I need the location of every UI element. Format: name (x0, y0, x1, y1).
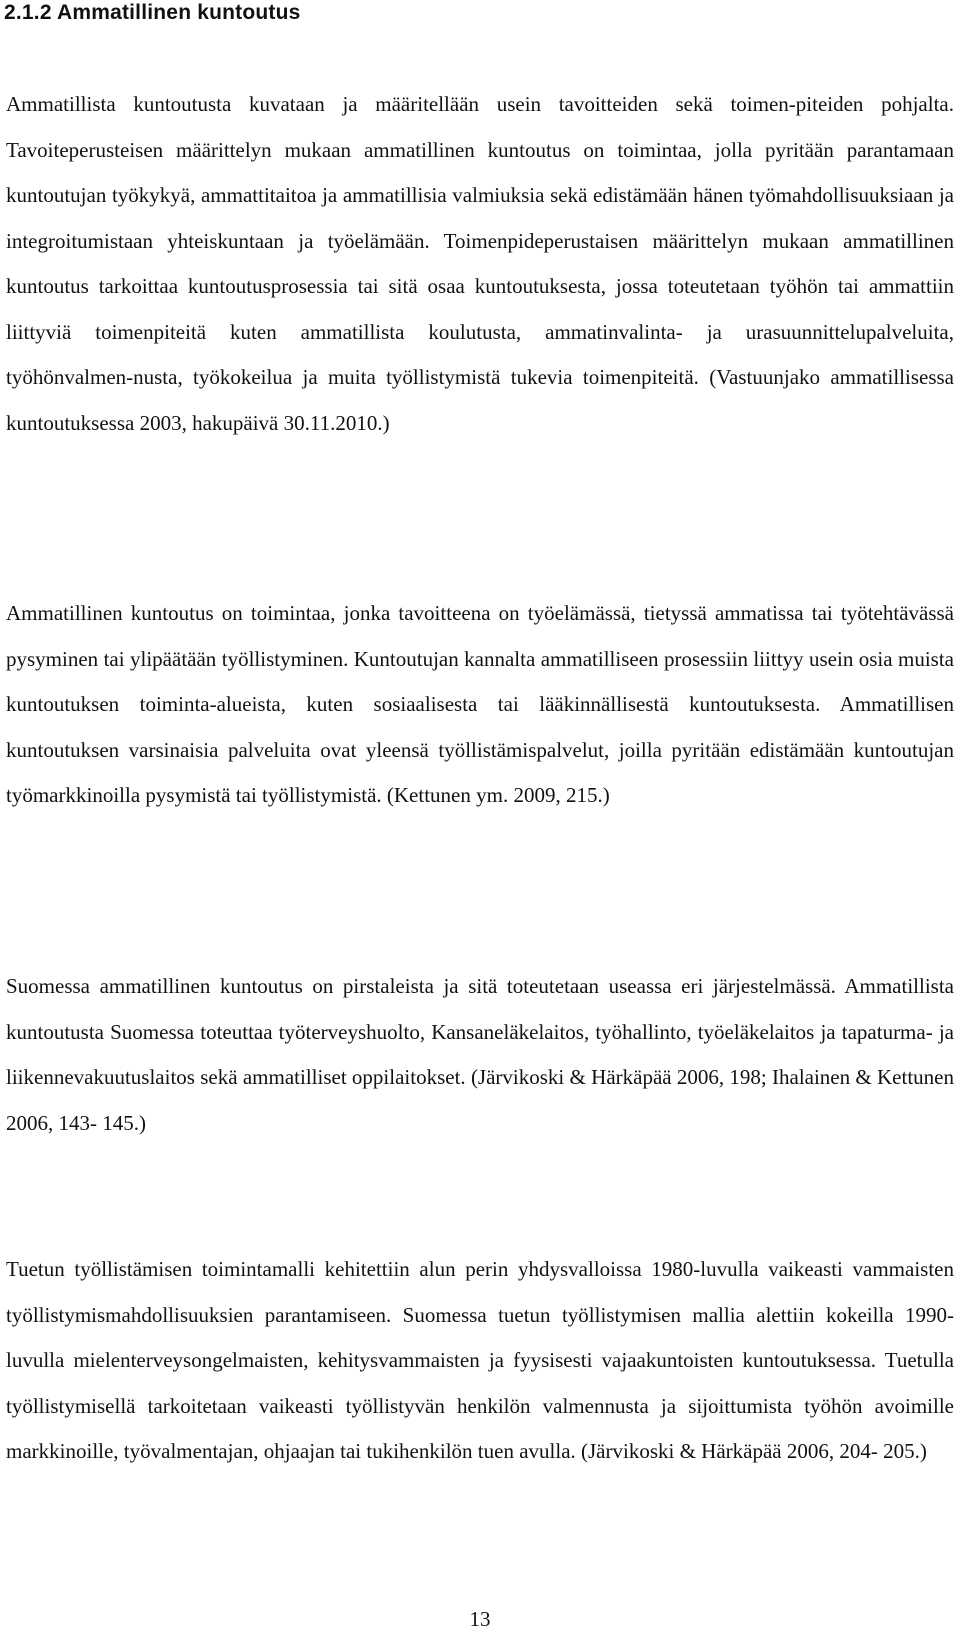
paragraph-tuettu-tyollistaminen: Tuetun työllistämisen toimintamalli kehitettiin alun perin yhdysvalloissa 1980-luvulla vaikeasti vammaisten työllistymismahdollisuuksien parantamiseen. Suomessa tuetun työllistymisen mallia alettiin kokeilla 1990-luvulla mielenterveysongelmaisten, kehitysvammaisten ja fyysisesti vajaakuntoisten kuntoutuksessa. Tuetulla työllistymisellä tarkoitetaan vaikeasti työllistyvän henkilön valmennusta ja sijoittumista työhön avoimille markkinoille, työvalmentajan, ohjaajan tai tukihenkilön tuen avulla. (Järvikoski & Härkäpää 2006, 204- 205.) (6, 1257, 954, 1463)
paragraph-ammatillinen-kuntoutus-definition: Ammatillista kuntoutusta kuvataan ja määritellään usein tavoitteiden sekä toimen-piteiden pohjalta. Tavoiteperusteisen määrittelyn mukaan ammatillinen kuntoutus on toimintaa, jolla pyritään parantamaan kuntoutujan työkykyä, ammattitaitoa ja ammatillisia valmiuksia sekä edistämään hänen työmahdollisuuksiaan ja integroitumistaan yhteiskuntaan ja työelämään. Toimenpideperustaisen määrittelyn mukaan ammatillinen kuntoutus tarkoittaa kuntoutusprosessia tai sitä osaa kuntoutuksesta, jossa toteutetaan työhön tai ammattiin liittyviä toimenpiteitä kuten ammatillista koulutusta, ammatinvalinta- ja urasuunnittelupalveluita, työhönvalmen-nusta, työkokeilua ja muita työllistymistä tukevia toimenpiteitä. (Vastuunjako ammatillisessa kuntoutuksessa 2003, hakupäivä 30.11.2010.) (6, 92, 954, 435)
paragraph-ammatillinen-kuntoutus-goal: Ammatillinen kuntoutus on toimintaa, jonka tavoitteena on työelämässä, tietyssä ammatissa tai työtehtävässä pysyminen tai ylipäätään työllistyminen. Kuntoutujan kannalta ammatilliseen prosessiin liittyy usein osia muista kuntoutuksen toiminta-alueista, kuten sosiaalisesta tai lääkinnällisestä kuntoutuksesta. Ammatillisen kuntoutuksen varsinaisia palveluita ovat yleensä työllistämispalvelut, joilla pyritään edistämään kuntoutujan työmarkkinoilla pysymistä tai työllistymistä. (Kettunen ym. 2009, 215.) (6, 601, 954, 807)
page-number: 13 (469, 1607, 491, 1631)
paragraph-kuntoutus-in-finland: Suomessa ammatillinen kuntoutus on pirstaleista ja sitä toteutetaan useassa eri järjestelmässä. Ammatillista kuntoutusta Suomessa toteuttaa työterveyshuolto, Kansaneläkelaitos, työhallinto, työeläkelaitos ja tapaturma- ja liikennevakuutuslaitos sekä ammatilliset oppilaitokset. (Järvikoski & Härkäpää 2006, 198; Ihalainen & Kettunen 2006, 143- 145.) (6, 974, 954, 1135)
section-heading: 2.1.2 Ammatillinen kuntoutus (4, 1, 301, 24)
